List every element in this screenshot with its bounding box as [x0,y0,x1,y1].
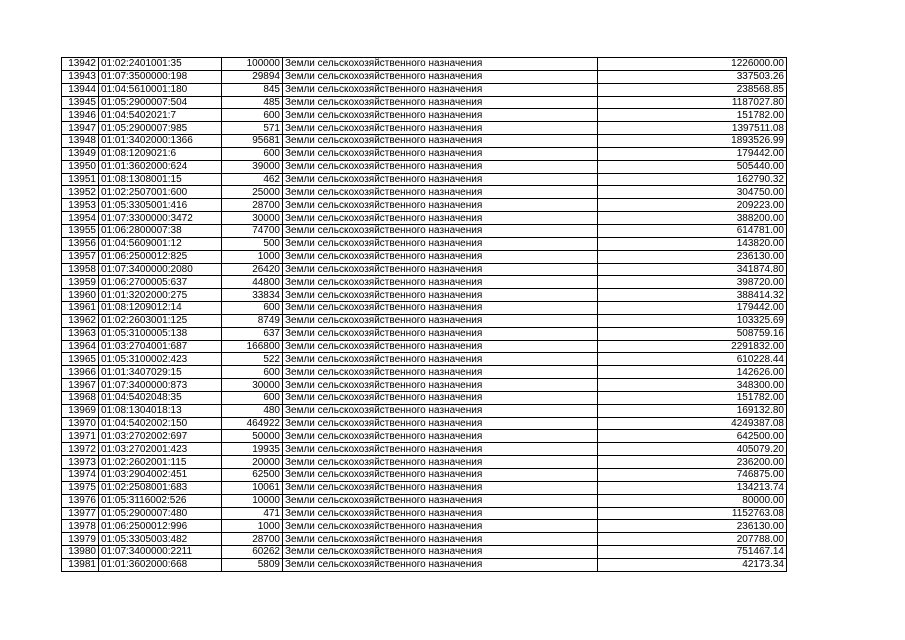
land-category-cell: Земли сельскохозяйственного назначения [283,494,598,507]
land-category-cell: Земли сельскохозяйственного назначения [283,469,598,482]
land-category-cell: Земли сельскохозяйственного назначения [283,340,598,353]
table-row [62,469,787,482]
cadastral-value-cell: 610228.44 [598,353,787,366]
table-row [62,379,787,392]
land-category-cell: Земли сельскохозяйственного назначения [283,353,598,366]
row-number-cell: 13949 [62,147,99,160]
table-row [62,366,787,379]
row-number-cell: 13944 [62,83,99,96]
table-row [62,289,787,302]
cadastral-value-cell: 1226000.00 [598,58,787,71]
land-category-cell: Земли сельскохозяйственного назначения [283,263,598,276]
area-cell: 464922 [222,417,283,430]
row-number-cell: 13953 [62,199,99,212]
row-number-cell: 13977 [62,507,99,520]
area-cell: 471 [222,507,283,520]
cadastral-number-cell: 01:02:2401001:35 [99,58,222,71]
cadastral-number-cell: 01:02:2603001:125 [99,314,222,327]
cadastral-value-cell: 236130.00 [598,250,787,263]
cadastral-number-cell: 01:06:2500012:825 [99,250,222,263]
table-row [62,109,787,122]
row-number-cell: 13943 [62,70,99,83]
cadastral-value-cell: 151782.00 [598,391,787,404]
row-number-cell: 13968 [62,391,99,404]
cadastral-number-cell: 01:07:3400000:2080 [99,263,222,276]
cadastral-value-cell: 238568.85 [598,83,787,96]
cadastral-number-cell: 01:08:1209021:6 [99,147,222,160]
cadastral-number-cell: 01:08:1209012:14 [99,302,222,315]
cadastral-number-cell: 01:03:2904002:451 [99,469,222,482]
area-cell: 166800 [222,340,283,353]
area-cell: 28700 [222,199,283,212]
cadastral-number-cell: 01:04:5402021:7 [99,109,222,122]
land-category-cell: Земли сельскохозяйственного назначения [283,456,598,469]
row-number-cell: 13958 [62,263,99,276]
cadastral-value-cell: 304750.00 [598,186,787,199]
cadastral-number-cell: 01:07:3500000:198 [99,70,222,83]
cadastral-number-cell: 01:03:2702002:697 [99,430,222,443]
row-number-cell: 13959 [62,276,99,289]
cadastral-value-cell: 1152763.08 [598,507,787,520]
cadastral-value-cell: 236200.00 [598,456,787,469]
cadastral-number-cell: 01:07:3400000:2211 [99,546,222,559]
table-row [62,147,787,160]
row-number-cell: 13947 [62,122,99,135]
row-number-cell: 13980 [62,546,99,559]
cadastral-value-cell: 162790.32 [598,173,787,186]
table-row [62,58,787,71]
cadastral-number-cell: 01:05:3100002:423 [99,353,222,366]
area-cell: 571 [222,122,283,135]
land-category-cell: Земли сельскохозяйственного назначения [283,391,598,404]
land-category-cell: Земли сельскохозяйственного назначения [283,507,598,520]
area-cell: 600 [222,391,283,404]
cadastral-value-cell: 1893526.99 [598,135,787,148]
table-row [62,122,787,135]
cadastral-value-cell: 348300.00 [598,379,787,392]
row-number-cell: 13962 [62,314,99,327]
area-cell: 8749 [222,314,283,327]
cadastral-value-cell: 209223.00 [598,199,787,212]
area-cell: 28700 [222,533,283,546]
cadastral-value-cell: 42173.34 [598,558,787,571]
land-category-cell: Земли сельскохозяйственного назначения [283,327,598,340]
table-row [62,199,787,212]
area-cell: 600 [222,302,283,315]
cadastral-value-cell: 746875.00 [598,469,787,482]
row-number-cell: 13973 [62,456,99,469]
area-cell: 44800 [222,276,283,289]
land-category-cell: Земли сельскохозяйственного назначения [283,558,598,571]
row-number-cell: 13981 [62,558,99,571]
area-cell: 637 [222,327,283,340]
table-row [62,212,787,225]
row-number-cell: 13967 [62,379,99,392]
area-cell: 845 [222,83,283,96]
table-row [62,83,787,96]
table-row [62,533,787,546]
table-row [62,558,787,571]
land-category-cell: Земли сельскохозяйственного назначения [283,533,598,546]
cadastral-number-cell: 01:04:5402048:35 [99,391,222,404]
cadastral-value-cell: 388200.00 [598,212,787,225]
row-number-cell: 13966 [62,366,99,379]
area-cell: 600 [222,109,283,122]
land-category-cell: Земли сельскохозяйственного назначения [283,302,598,315]
area-cell: 30000 [222,212,283,225]
row-number-cell: 13952 [62,186,99,199]
table-row [62,263,787,276]
cadastral-value-cell: 388414.32 [598,289,787,302]
table-row [62,96,787,109]
row-number-cell: 13950 [62,160,99,173]
row-number-cell: 13960 [62,289,99,302]
cadastral-value-cell: 236130.00 [598,520,787,533]
row-number-cell: 13963 [62,327,99,340]
area-cell: 50000 [222,430,283,443]
land-category-cell: Земли сельскохозяйственного назначения [283,430,598,443]
cadastral-number-cell: 01:04:5610001:180 [99,83,222,96]
cadastral-number-cell: 01:06:2800007:38 [99,224,222,237]
land-category-cell: Земли сельскохозяйственного назначения [283,481,598,494]
area-cell: 10061 [222,481,283,494]
cadastral-number-cell: 01:01:3602000:624 [99,160,222,173]
table-row [62,391,787,404]
cadastral-number-cell: 01:08:1308001:15 [99,173,222,186]
cadastral-value-cell: 508759.16 [598,327,787,340]
land-category-cell: Земли сельскохозяйственного назначения [283,404,598,417]
cadastral-number-cell: 01:02:2508001:683 [99,481,222,494]
area-cell: 1000 [222,250,283,263]
land-category-cell: Земли сельскохозяйственного назначения [283,109,598,122]
cadastral-value-cell: 103325.69 [598,314,787,327]
row-number-cell: 13970 [62,417,99,430]
land-category-cell: Земли сельскохозяйственного назначения [283,417,598,430]
land-category-cell: Земли сельскохозяйственного назначения [283,276,598,289]
land-category-cell: Земли сельскохозяйственного назначения [283,250,598,263]
cadastral-number-cell: 01:06:2700005:637 [99,276,222,289]
table-row [62,173,787,186]
area-cell: 29894 [222,70,283,83]
table-row [62,546,787,559]
land-category-cell: Земли сельскохозяйственного назначения [283,546,598,559]
area-cell: 10000 [222,494,283,507]
cadastral-value-cell: 143820.00 [598,237,787,250]
cadastral-value-cell: 151782.00 [598,109,787,122]
land-category-cell: Земли сельскохозяйственного назначения [283,199,598,212]
row-number-cell: 13961 [62,302,99,315]
table-row [62,443,787,456]
table-row [62,186,787,199]
row-number-cell: 13974 [62,469,99,482]
cadastral-value-cell: 751467.14 [598,546,787,559]
land-category-cell: Земли сельскохозяйственного назначения [283,237,598,250]
row-number-cell: 13964 [62,340,99,353]
row-number-cell: 13972 [62,443,99,456]
cadastral-number-cell: 01:05:2900007:504 [99,96,222,109]
land-category-cell: Земли сельскохозяйственного назначения [283,58,598,71]
row-number-cell: 13975 [62,481,99,494]
area-cell: 485 [222,96,283,109]
cadastral-number-cell: 01:05:2900007:985 [99,122,222,135]
cadastral-number-cell: 01:07:3400000:873 [99,379,222,392]
table-row [62,250,787,263]
area-cell: 20000 [222,456,283,469]
land-category-cell: Земли сельскохозяйственного назначения [283,224,598,237]
area-cell: 30000 [222,379,283,392]
cadastral-value-cell: 207788.00 [598,533,787,546]
table-row [62,314,787,327]
land-category-cell: Земли сельскохозяйственного назначения [283,289,598,302]
cadastral-value-cell: 142626.00 [598,366,787,379]
row-number-cell: 13948 [62,135,99,148]
cadastral-number-cell: 01:05:3305001:416 [99,199,222,212]
row-number-cell: 13965 [62,353,99,366]
cadastral-number-cell: 01:01:3602000:668 [99,558,222,571]
land-category-cell: Земли сельскохозяйственного назначения [283,70,598,83]
cadastral-number-cell: 01:04:5609001:12 [99,237,222,250]
land-category-cell: Земли сельскохозяйственного назначения [283,520,598,533]
table-row [62,276,787,289]
row-number-cell: 13971 [62,430,99,443]
table-row [62,456,787,469]
cadastral-value-cell: 337503.26 [598,70,787,83]
land-category-cell: Земли сельскохозяйственного назначения [283,135,598,148]
area-cell: 480 [222,404,283,417]
area-cell: 62500 [222,469,283,482]
cadastral-number-cell: 01:03:2702001:423 [99,443,222,456]
row-number-cell: 13969 [62,404,99,417]
area-cell: 1000 [222,520,283,533]
land-category-cell: Земли сельскохозяйственного назначения [283,379,598,392]
cadastral-number-cell: 01:03:2704001:687 [99,340,222,353]
area-cell: 462 [222,173,283,186]
area-cell: 600 [222,147,283,160]
area-cell: 95681 [222,135,283,148]
row-number-cell: 13942 [62,58,99,71]
row-number-cell: 13955 [62,224,99,237]
area-cell: 39000 [222,160,283,173]
table-body [62,58,787,572]
table-row [62,70,787,83]
table-row [62,160,787,173]
cadastral-value-cell: 405079.20 [598,443,787,456]
cadastral-value-cell: 80000.00 [598,494,787,507]
area-cell: 33834 [222,289,283,302]
land-category-cell: Земли сельскохозяйственного назначения [283,186,598,199]
row-number-cell: 13956 [62,237,99,250]
land-category-cell: Земли сельскохозяйственного назначения [283,160,598,173]
land-category-cell: Земли сельскохозяйственного назначения [283,443,598,456]
cadastral-value-cell: 614781.00 [598,224,787,237]
land-category-cell: Земли сельскохозяйственного назначения [283,314,598,327]
cadastral-value-cell: 642500.00 [598,430,787,443]
area-cell: 74700 [222,224,283,237]
cadastral-value-cell: 179442.00 [598,147,787,160]
cadastral-value-cell: 505440.00 [598,160,787,173]
cadastral-number-cell: 01:01:3407029:15 [99,366,222,379]
area-cell: 522 [222,353,283,366]
area-cell: 100000 [222,58,283,71]
area-cell: 25000 [222,186,283,199]
land-category-cell: Земли сельскохозяйственного назначения [283,147,598,160]
cadastral-value-cell: 1397511.08 [598,122,787,135]
land-category-cell: Земли сельскохозяйственного назначения [283,366,598,379]
table-row [62,353,787,366]
table-row [62,237,787,250]
table-row [62,430,787,443]
row-number-cell: 13945 [62,96,99,109]
land-category-cell: Земли сельскохозяйственного назначения [283,173,598,186]
table-row [62,404,787,417]
land-registry-table [61,57,787,572]
cadastral-number-cell: 01:05:2900007:480 [99,507,222,520]
cadastral-value-cell: 179442.00 [598,302,787,315]
row-number-cell: 13957 [62,250,99,263]
area-cell: 600 [222,366,283,379]
cadastral-number-cell: 01:06:2500012:996 [99,520,222,533]
row-number-cell: 13954 [62,212,99,225]
table-row [62,481,787,494]
row-number-cell: 13978 [62,520,99,533]
row-number-cell: 13946 [62,109,99,122]
table-row [62,327,787,340]
table-row [62,494,787,507]
cadastral-value-cell: 2291832.00 [598,340,787,353]
table-row [62,302,787,315]
land-category-cell: Земли сельскохозяйственного назначения [283,212,598,225]
cadastral-value-cell: 4249387.08 [598,417,787,430]
table-row [62,417,787,430]
area-cell: 19935 [222,443,283,456]
row-number-cell: 13951 [62,173,99,186]
area-cell: 60262 [222,546,283,559]
cadastral-number-cell: 01:01:3202000:275 [99,289,222,302]
land-category-cell: Земли сельскохозяйственного назначения [283,83,598,96]
cadastral-number-cell: 01:02:2602001:115 [99,456,222,469]
cadastral-number-cell: 01:04:5402002:150 [99,417,222,430]
table-row [62,507,787,520]
land-category-cell: Земли сельскохозяйственного назначения [283,122,598,135]
area-cell: 5809 [222,558,283,571]
cadastral-number-cell: 01:07:3300000:3472 [99,212,222,225]
cadastral-number-cell: 01:01:3402000:1366 [99,135,222,148]
row-number-cell: 13979 [62,533,99,546]
cadastral-number-cell: 01:05:3116002:526 [99,494,222,507]
cadastral-value-cell: 398720.00 [598,276,787,289]
cadastral-number-cell: 01:05:3100005:138 [99,327,222,340]
cadastral-number-cell: 01:02:2507001:600 [99,186,222,199]
cadastral-value-cell: 134213.74 [598,481,787,494]
cadastral-value-cell: 341874.80 [598,263,787,276]
table-row [62,224,787,237]
cadastral-number-cell: 01:05:3305003:482 [99,533,222,546]
cadastral-number-cell: 01:08:1304018:13 [99,404,222,417]
table-row [62,340,787,353]
table-row [62,135,787,148]
cadastral-value-cell: 1187027.80 [598,96,787,109]
row-number-cell: 13976 [62,494,99,507]
land-category-cell: Земли сельскохозяйственного назначения [283,96,598,109]
cadastral-value-cell: 169132.80 [598,404,787,417]
table-row [62,520,787,533]
area-cell: 500 [222,237,283,250]
area-cell: 26420 [222,263,283,276]
